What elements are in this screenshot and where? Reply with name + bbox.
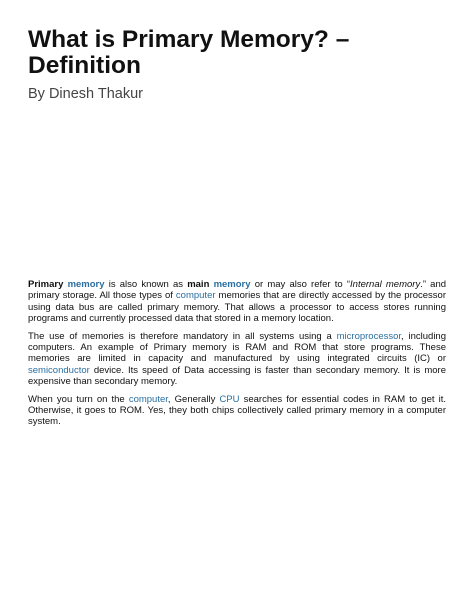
text-run: memories that are directly accessed by the processor using data bus are called primary memory. That allows a processor to access stores running programs and currently processed data that stored in a memory location. — [28, 290, 447, 325]
text-run: , including computers. An example of Primary memory is RAM and ROM that store programs. These memories are limited in capacity and manufactured by using integrated circuits (IC) or — [28, 330, 447, 365]
paragraph-2 — [28, 331, 446, 388]
text-run: device. Its speed of Data accessing is faster than secondary memory. It is more expensive than secondary memory. — [28, 364, 446, 388]
text-run: is also known as — [104, 279, 188, 290]
text-run: .” and primary storage. All those types of — [28, 279, 447, 302]
text-run: , Generally — [167, 393, 220, 405]
paragraph-3 — [28, 394, 446, 428]
text-run: or may also refer to “ — [250, 279, 351, 290]
link-cpu[interactable]: CPU — [219, 393, 240, 405]
text-run: Primary — [28, 279, 64, 290]
text-run: main — [187, 279, 210, 290]
article-body — [28, 279, 446, 434]
link-memory[interactable]: memory — [213, 279, 251, 290]
author-byline: By Dinesh Thakur — [28, 86, 143, 102]
text-run: The use of memories is therefore mandatory in all systems using a — [28, 330, 337, 342]
text-run: When you turn on the — [28, 393, 129, 405]
page-title: What is Primary Memory? – Definition — [28, 26, 350, 79]
text-run: searches for essential codes in RAM to get it. Otherwise, it goes to ROM. Yes, they both chips collectively called primary memory in a computer system. — [28, 393, 446, 428]
link-computer[interactable]: computer — [128, 393, 168, 405]
link-computer[interactable]: computer — [175, 290, 216, 302]
link-microprocessor[interactable]: microprocessor — [336, 330, 402, 342]
text-run: Internal memory — [350, 279, 421, 290]
link-memory[interactable]: memory — [67, 279, 105, 290]
paragraph-1 — [28, 279, 446, 325]
link-semiconductor[interactable]: semiconductor — [28, 364, 90, 376]
